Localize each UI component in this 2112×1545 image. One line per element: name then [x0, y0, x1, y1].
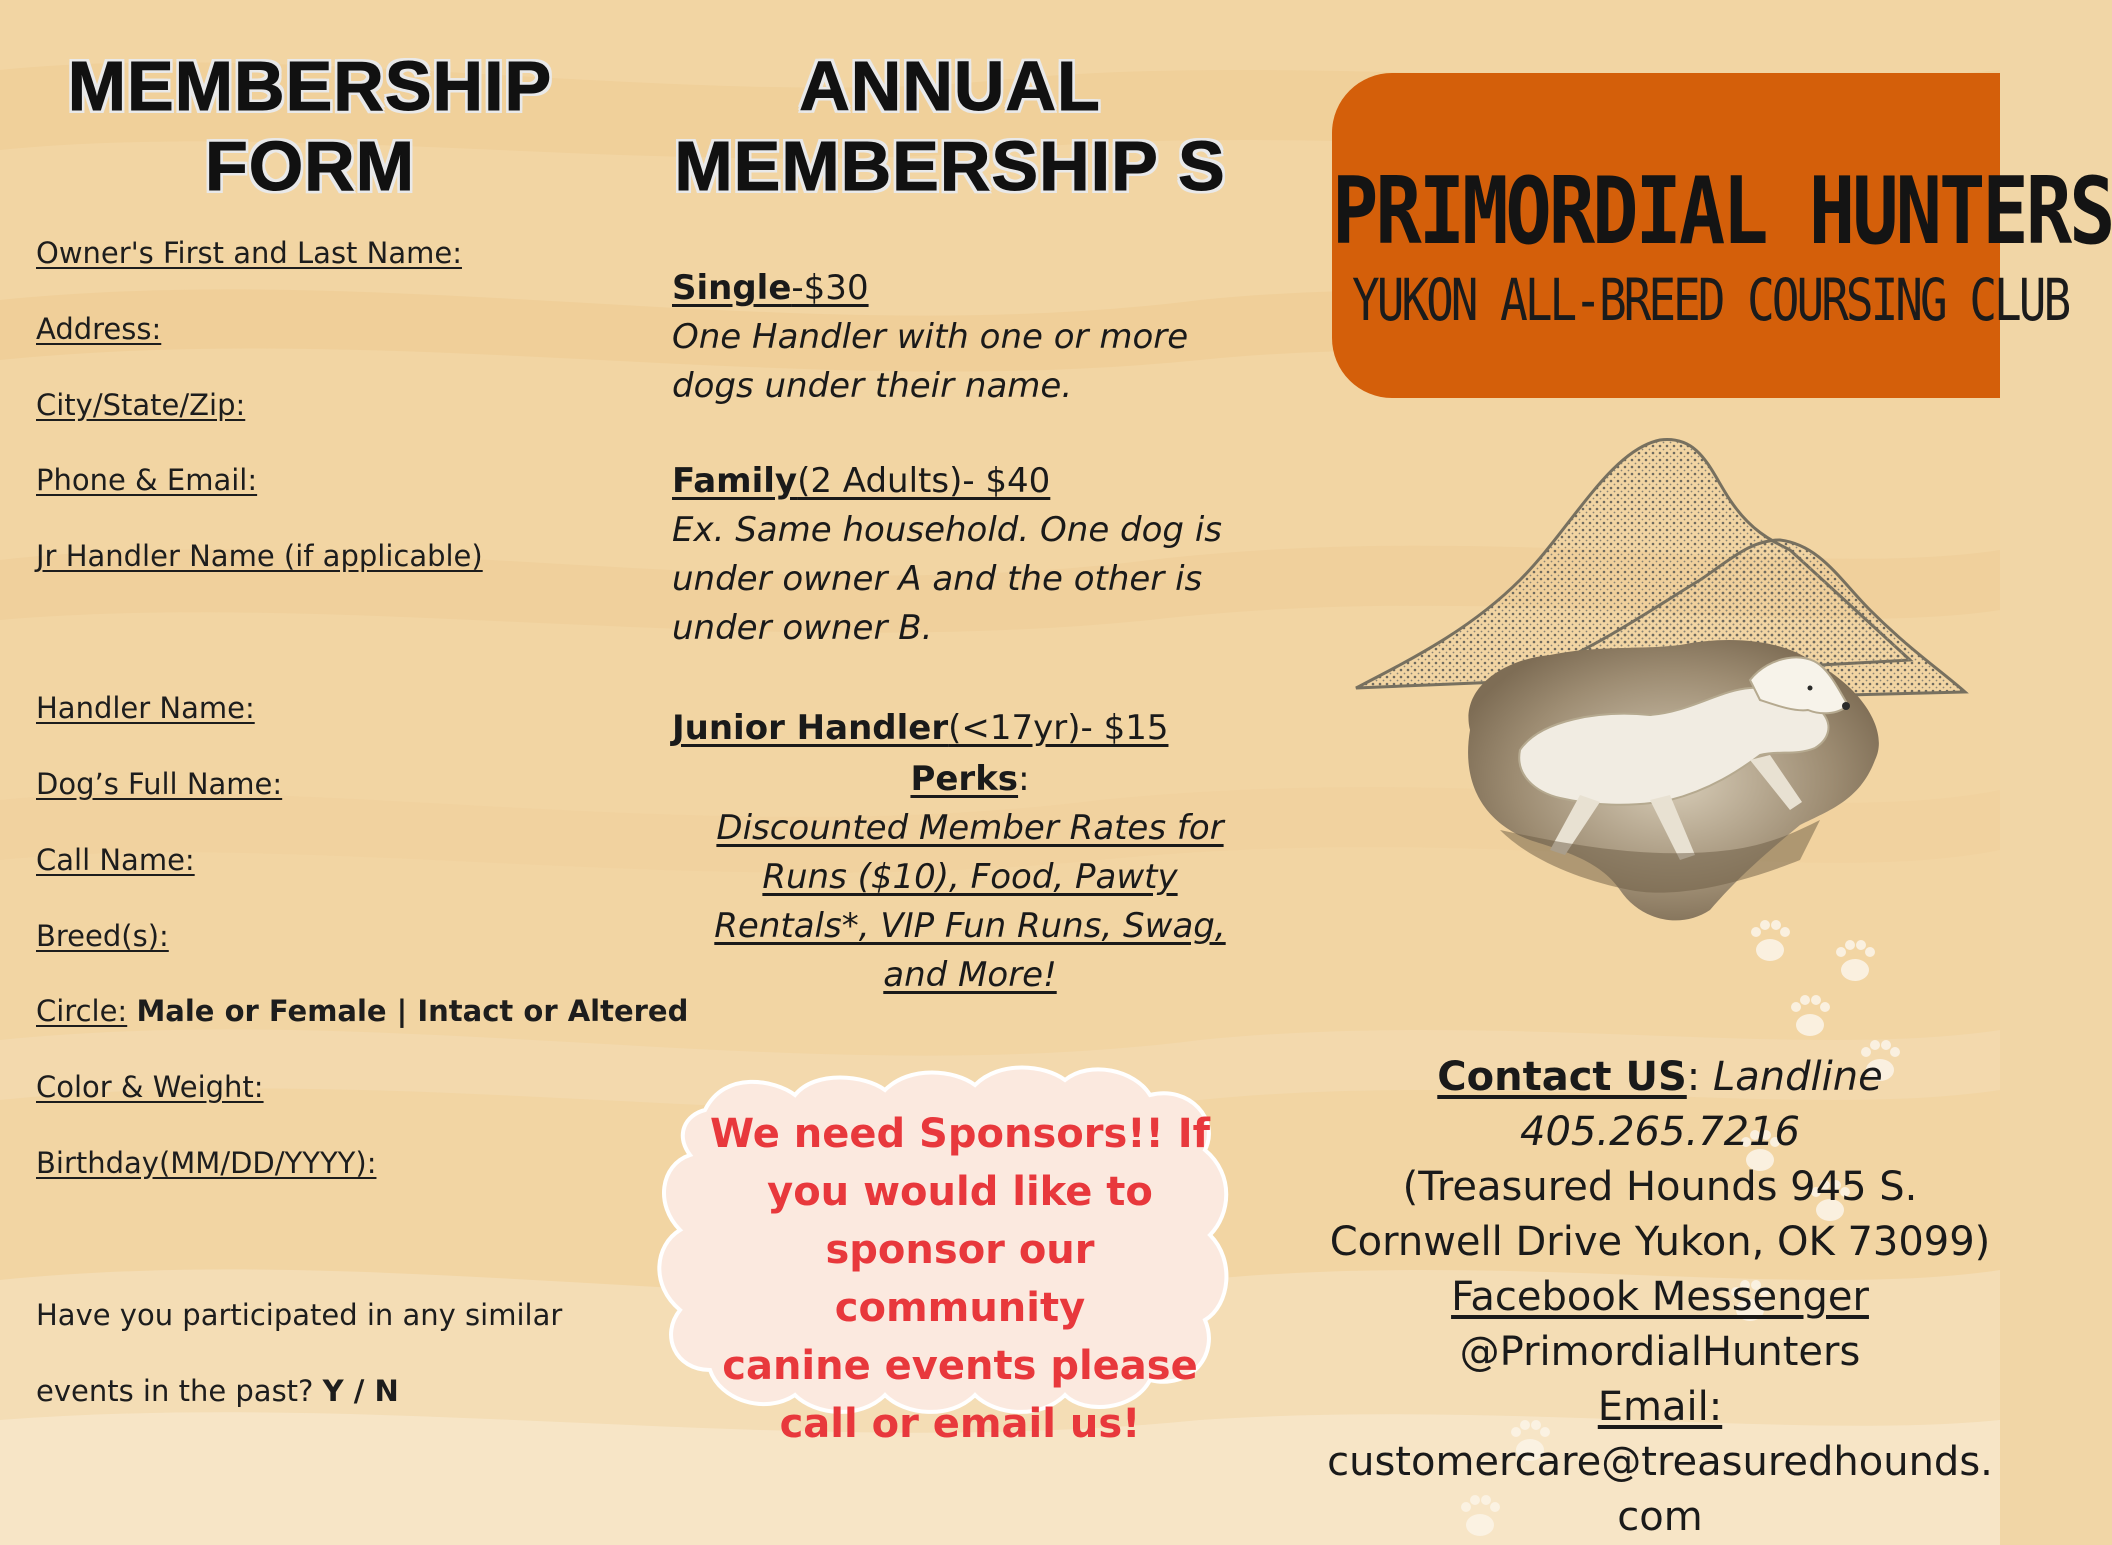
plan-junior-price: (<17yr)- $15 [948, 708, 1169, 748]
facebook-handle: @PrimordialHunters [1459, 1329, 1861, 1375]
contact-phone: 405.265.7216 [1520, 1109, 1800, 1155]
question-answer: Y / N [322, 1374, 399, 1408]
email-label: Email: [1597, 1384, 1723, 1430]
question-line-1: Have you participated in any similar [36, 1298, 563, 1332]
paw-print-icon [1836, 940, 1875, 981]
contact-heading: Contact US [1437, 1054, 1687, 1100]
mountain-illustration [1350, 430, 1980, 930]
facebook-messenger-label: Facebook Messenger [1451, 1274, 1869, 1320]
plan-single: Single-$30 One Handler with one or more dogs under their name. [672, 268, 1189, 406]
circle-label: Circle: [36, 994, 128, 1028]
field-owner-name: Owner's First and Last Name: [36, 236, 462, 270]
field-handler-name: Handler Name: [36, 691, 255, 725]
memberships-title: ANNUAL MEMBERSHIP S [674, 47, 1226, 205]
field-address: Address: [36, 312, 162, 346]
field-jr-handler-name: Jr Handler Name (if applicable) [36, 539, 483, 573]
plan-family-name: Family [672, 461, 798, 501]
field-dog-full-name: Dog’s Full Name: [36, 767, 283, 801]
field-call-name: Call Name: [36, 843, 195, 877]
field-breeds: Breed(s): [36, 919, 169, 953]
club-subtitle: YUKON ALL-BREED COURSING CLUB [1352, 266, 2069, 334]
plan-single-name: Single [672, 268, 792, 308]
field-birthday: Birthday(MM/DD/YYYY): [36, 1146, 377, 1180]
email-address-line-1: customercare@treasuredhounds. [1327, 1439, 1993, 1485]
sponsor-message: We need Sponsors!! If you would like to sponsor our community canine events please call or email us! [710, 1111, 1210, 1447]
club-logo-banner [1332, 73, 2112, 398]
circle-options: Male or Female | Intact or Altered [136, 994, 689, 1028]
plan-single-price: -$30 [791, 268, 869, 308]
email-address-line-2: com [1617, 1494, 1703, 1540]
paw-print-icon [1791, 995, 1830, 1036]
field-city-state-zip: City/State/Zip: [36, 388, 246, 422]
field-phone-email: Phone & Email: [36, 463, 258, 497]
plan-junior [672, 704, 1272, 753]
perks-section: Perks: Discounted Member Rates for Runs ($10), Food, Pawty Rentals*, VIP Fun Runs, Swag, and More! [714, 759, 1226, 995]
perks-title: Perks [910, 759, 1019, 799]
paw-print-icon [1751, 920, 1790, 961]
plan-family-price: (2 Adults)- $40 [797, 461, 1051, 501]
club-name: PRIMORDIAL HUNTERS [1332, 159, 2112, 266]
plan-family: Family(2 Adults)- $40 Ex. Same household. One dog is under owner A and the other is under owner B. [672, 461, 1222, 648]
field-circle [36, 994, 688, 1028]
contact-address-line-1: (Treasured Hounds 945 S. [1402, 1164, 1918, 1210]
form-title: MEMBERSHIP FORM [67, 47, 553, 205]
plan-junior-name: Junior Handler [672, 708, 949, 748]
field-color-weight: Color & Weight: [36, 1070, 264, 1104]
contact-address-line-2: Cornwell Drive Yukon, OK 73099) [1329, 1219, 1991, 1265]
question-line-2: events in the past? Y / N [36, 1374, 399, 1408]
contact-section: Contact US: Landline 405.265.7216 (Treasured Hounds 945 S. Cornwell Drive Yukon, OK 73099) Facebook Messenger @PrimordialHunters Email: customercare@treasuredhounds. com [1320, 1050, 2000, 1545]
